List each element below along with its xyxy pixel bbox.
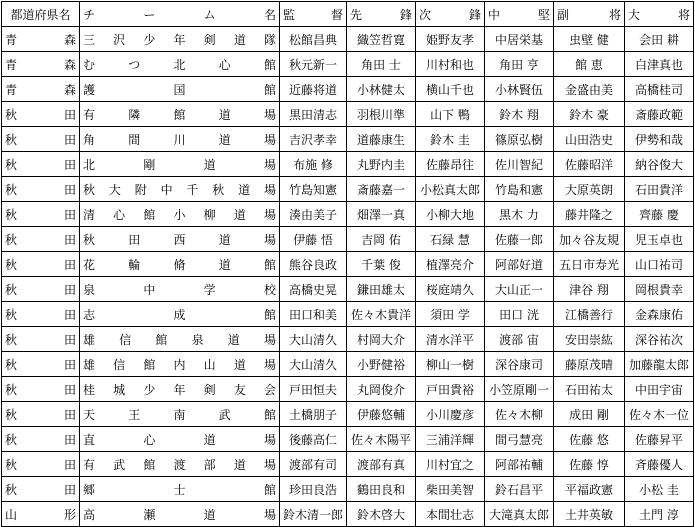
table-row — [2, 502, 694, 527]
prefecture-cell: 青森 — [2, 52, 80, 77]
fukusho-cell: 江橋善行 — [554, 302, 625, 327]
prefecture-cell: 秋田 — [2, 377, 80, 402]
coach-cell: 黒田清志 — [280, 102, 347, 127]
roster-body — [2, 27, 694, 527]
coach-cell: 戸田恒夫 — [280, 377, 347, 402]
jiho-cell: 佐藤昂往 — [416, 152, 485, 177]
chuken-cell: 小笠原剛一 — [485, 377, 554, 402]
chuken-cell: 角田 亨 — [485, 52, 554, 77]
table-row — [2, 277, 694, 302]
header-senpo: 先 鋒 — [347, 2, 416, 27]
taisho-cell: 高橋桂司 — [625, 77, 694, 102]
prefecture-cell: 秋田 — [2, 127, 80, 152]
prefecture-cell: 秋田 — [2, 452, 80, 477]
chuken-cell: 深谷康司 — [485, 352, 554, 377]
table-row — [2, 352, 694, 377]
header-jiho: 次 鋒 — [416, 2, 485, 27]
prefecture-cell: 秋田 — [2, 277, 80, 302]
senpo-cell: 小林健太 — [347, 77, 416, 102]
team-name-cell: むつ北心館 — [80, 52, 280, 77]
table-row — [2, 77, 694, 102]
jiho-cell: 柴田美智 — [416, 477, 485, 502]
jiho-cell: 川村宜之 — [416, 452, 485, 477]
senpo-cell: 小野健裕 — [347, 352, 416, 377]
senpo-cell: 吉岡 佑 — [347, 227, 416, 252]
prefecture-cell: 青森 — [2, 77, 80, 102]
prefecture-cell: 秋田 — [2, 202, 80, 227]
coach-cell: 高橋史晃 — [280, 277, 347, 302]
taisho-cell: 小松 圭 — [625, 477, 694, 502]
team-name-cell: 志成館 — [80, 302, 280, 327]
fukusho-cell: 加々谷友規 — [554, 227, 625, 252]
coach-cell: 近藤将道 — [280, 77, 347, 102]
chuken-cell: 渡部 宙 — [485, 327, 554, 352]
jiho-cell: 三浦洋輝 — [416, 427, 485, 452]
fukusho-cell: 虫壁 健 — [554, 27, 625, 52]
table-row — [2, 102, 694, 127]
taisho-cell: 納谷俊大 — [625, 152, 694, 177]
team-name-cell: 清心館小柳道場 — [80, 202, 280, 227]
table-row — [2, 477, 694, 502]
table-row — [2, 27, 694, 52]
taisho-cell: 金森康佑 — [625, 302, 694, 327]
chuken-cell: 鈴石昌平 — [485, 477, 554, 502]
prefecture-cell: 秋田 — [2, 477, 80, 502]
coach-cell: 竹島知憲 — [280, 177, 347, 202]
taisho-cell: 児玉卓也 — [625, 227, 694, 252]
prefecture-cell: 秋田 — [2, 227, 80, 252]
prefecture-cell: 秋田 — [2, 252, 80, 277]
jiho-cell: 清水洋平 — [416, 327, 485, 352]
fukusho-cell: 金盛由美 — [554, 77, 625, 102]
table-row — [2, 127, 694, 152]
prefecture-cell: 秋田 — [2, 352, 80, 377]
senpo-cell: 角田 士 — [347, 52, 416, 77]
fukusho-cell: 佐藤昭洋 — [554, 152, 625, 177]
chuken-cell: 佐川智紀 — [485, 152, 554, 177]
chuken-cell: 鈴木 翔 — [485, 102, 554, 127]
jiho-cell: 川村和也 — [416, 52, 485, 77]
taisho-cell: 斉藤優人 — [625, 452, 694, 477]
prefecture-cell: 秋田 — [2, 152, 80, 177]
coach-cell: 渡部有司 — [280, 452, 347, 477]
taisho-cell: 会田 耕 — [625, 27, 694, 52]
chuken-cell: 竹島和憲 — [485, 177, 554, 202]
fukusho-cell: 五日市寿光 — [554, 252, 625, 277]
coach-cell: 布施 修 — [280, 152, 347, 177]
jiho-cell: 本間壮志 — [416, 502, 485, 527]
taisho-cell: 佐々木一位 — [625, 402, 694, 427]
coach-cell: 鈴木清一郎 — [280, 502, 347, 527]
table-row — [2, 452, 694, 477]
fukusho-cell: 鈴木 豪 — [554, 102, 625, 127]
header-row — [2, 2, 694, 27]
senpo-cell: 鈴木啓大 — [347, 502, 416, 527]
chuken-cell: 田口 洸 — [485, 302, 554, 327]
prefecture-cell: 秋田 — [2, 102, 80, 127]
team-name-cell: 泉中学校 — [80, 277, 280, 302]
coach-cell: 土橋朋子 — [280, 402, 347, 427]
table-row — [2, 302, 694, 327]
fukusho-cell: 津谷 翔 — [554, 277, 625, 302]
fukusho-cell: 大原英朗 — [554, 177, 625, 202]
jiho-cell: 鈴木 圭 — [416, 127, 485, 152]
chuken-cell: 阿部祐輔 — [485, 452, 554, 477]
coach-cell: 後藤高仁 — [280, 427, 347, 452]
coach-cell: 湊由美子 — [280, 202, 347, 227]
taisho-cell: 齊藤 慶 — [625, 202, 694, 227]
team-name-cell: 秋大附中千秋道場 — [80, 177, 280, 202]
team-name-cell: 郷士館 — [80, 477, 280, 502]
jiho-cell: 戸田貴裕 — [416, 377, 485, 402]
jiho-cell: 山下 鴨 — [416, 102, 485, 127]
taisho-cell: 深谷祐次 — [625, 327, 694, 352]
chuken-cell: 黒木 力 — [485, 202, 554, 227]
coach-cell: 熊谷良政 — [280, 252, 347, 277]
coach-cell: 伊藤 悟 — [280, 227, 347, 252]
header-taisho: 大 将 — [625, 2, 694, 27]
taisho-cell: 岡根貴幸 — [625, 277, 694, 302]
senpo-cell: 羽根川準 — [347, 102, 416, 127]
chuken-cell: 篠原弘樹 — [485, 127, 554, 152]
senpo-cell: 斎藤嘉一 — [347, 177, 416, 202]
senpo-cell: 丸岡俊介 — [347, 377, 416, 402]
chuken-cell: 小林賢伍 — [485, 77, 554, 102]
coach-cell: 珍田良浩 — [280, 477, 347, 502]
table-row — [2, 227, 694, 252]
senpo-cell: 渡部有真 — [347, 452, 416, 477]
coach-cell: 大山清久 — [280, 327, 347, 352]
fukusho-cell: 藤原茂晴 — [554, 352, 625, 377]
senpo-cell: 佐々木貴洋 — [347, 302, 416, 327]
team-name-cell: 角間川道場 — [80, 127, 280, 152]
jiho-cell: 横山千也 — [416, 77, 485, 102]
chuken-cell: 佐々木柳 — [485, 402, 554, 427]
team-name-cell: 三沢少年剣道隊 — [80, 27, 280, 52]
team-name-cell: 北剛道場 — [80, 152, 280, 177]
prefecture-cell: 秋田 — [2, 327, 80, 352]
team-roster-table — [1, 1, 694, 527]
taisho-cell: 佐藤昇平 — [625, 427, 694, 452]
coach-cell: 大山清久 — [280, 352, 347, 377]
senpo-cell: 村岡大介 — [347, 327, 416, 352]
senpo-cell: 鎌田雄太 — [347, 277, 416, 302]
coach-cell: 秋元新一 — [280, 52, 347, 77]
prefecture-cell: 山形 — [2, 502, 80, 527]
prefecture-cell: 秋田 — [2, 427, 80, 452]
prefecture-cell: 秋田 — [2, 402, 80, 427]
table-row — [2, 402, 694, 427]
header-coach: 監 督 — [280, 2, 347, 27]
fukusho-cell: 藤井隆之 — [554, 202, 625, 227]
fukusho-cell: 佐藤 惇 — [554, 452, 625, 477]
header-fukusho: 副 将 — [554, 2, 625, 27]
senpo-cell: 鶴田良和 — [347, 477, 416, 502]
team-name-cell: 護国館 — [80, 77, 280, 102]
senpo-cell: 伊藤悠輔 — [347, 402, 416, 427]
prefecture-cell: 秋田 — [2, 177, 80, 202]
fukusho-cell: 安田崇紘 — [554, 327, 625, 352]
jiho-cell: 小柳大地 — [416, 202, 485, 227]
coach-cell: 松館昌典 — [280, 27, 347, 52]
jiho-cell: 桜庭靖久 — [416, 277, 485, 302]
team-name-cell: 桂城少年剣友会 — [80, 377, 280, 402]
table-row — [2, 327, 694, 352]
header-team: チ ー ム 名 — [80, 2, 280, 27]
jiho-cell: 石緑 慧 — [416, 227, 485, 252]
table-row — [2, 202, 694, 227]
fukusho-cell: 石田祐太 — [554, 377, 625, 402]
taisho-cell: 土門 淳 — [625, 502, 694, 527]
prefecture-cell: 秋田 — [2, 302, 80, 327]
jiho-cell: 小川慶彦 — [416, 402, 485, 427]
taisho-cell: 中田宇宙 — [625, 377, 694, 402]
header-chuken: 中 堅 — [485, 2, 554, 27]
team-name-cell: 雄信館泉道場 — [80, 327, 280, 352]
fukusho-cell: 館 恵 — [554, 52, 625, 77]
jiho-cell: 植澤亮介 — [416, 252, 485, 277]
jiho-cell: 小松真太郎 — [416, 177, 485, 202]
team-name-cell: 高瀬道場 — [80, 502, 280, 527]
table-row — [2, 377, 694, 402]
senpo-cell: 畑澤一真 — [347, 202, 416, 227]
table-row — [2, 177, 694, 202]
team-name-cell: 直心道場 — [80, 427, 280, 452]
jiho-cell: 柳山一樹 — [416, 352, 485, 377]
chuken-cell: 間弓慧亮 — [485, 427, 554, 452]
prefecture-cell: 青森 — [2, 27, 80, 52]
fukusho-cell: 平福政憲 — [554, 477, 625, 502]
table-row — [2, 427, 694, 452]
team-name-cell: 有隣館道場 — [80, 102, 280, 127]
team-name-cell: 天王南武館 — [80, 402, 280, 427]
fukusho-cell: 成田 剛 — [554, 402, 625, 427]
senpo-cell: 千葉 俊 — [347, 252, 416, 277]
table-row — [2, 252, 694, 277]
senpo-cell: 道藤康生 — [347, 127, 416, 152]
chuken-cell: 中居栄基 — [485, 27, 554, 52]
team-name-cell: 秋田西道場 — [80, 227, 280, 252]
taisho-cell: 斎藤政範 — [625, 102, 694, 127]
taisho-cell: 伊勢和哉 — [625, 127, 694, 152]
taisho-cell: 白津真也 — [625, 52, 694, 77]
table-row — [2, 52, 694, 77]
chuken-cell: 大山正一 — [485, 277, 554, 302]
jiho-cell: 姫野友孝 — [416, 27, 485, 52]
senpo-cell: 織笠哲寛 — [347, 27, 416, 52]
senpo-cell: 佐々木陽平 — [347, 427, 416, 452]
senpo-cell: 丸野内圭 — [347, 152, 416, 177]
coach-cell: 吉沢孝幸 — [280, 127, 347, 152]
fukusho-cell: 佐藤 悠 — [554, 427, 625, 452]
taisho-cell: 石田貴洋 — [625, 177, 694, 202]
fukusho-cell: 山田浩史 — [554, 127, 625, 152]
chuken-cell: 阿部好道 — [485, 252, 554, 277]
team-name-cell: 雄信館内山道場 — [80, 352, 280, 377]
fukusho-cell: 土井英敏 — [554, 502, 625, 527]
jiho-cell: 須田 学 — [416, 302, 485, 327]
taisho-cell: 山口祐司 — [625, 252, 694, 277]
chuken-cell: 大滝真太郎 — [485, 502, 554, 527]
team-name-cell: 花輪脩道館 — [80, 252, 280, 277]
chuken-cell: 佐藤一郎 — [485, 227, 554, 252]
taisho-cell: 加藤龍太郎 — [625, 352, 694, 377]
team-name-cell: 有武館渡部道場 — [80, 452, 280, 477]
coach-cell: 田口和美 — [280, 302, 347, 327]
table-row — [2, 152, 694, 177]
header-prefecture: 都道府県名 — [2, 2, 80, 27]
